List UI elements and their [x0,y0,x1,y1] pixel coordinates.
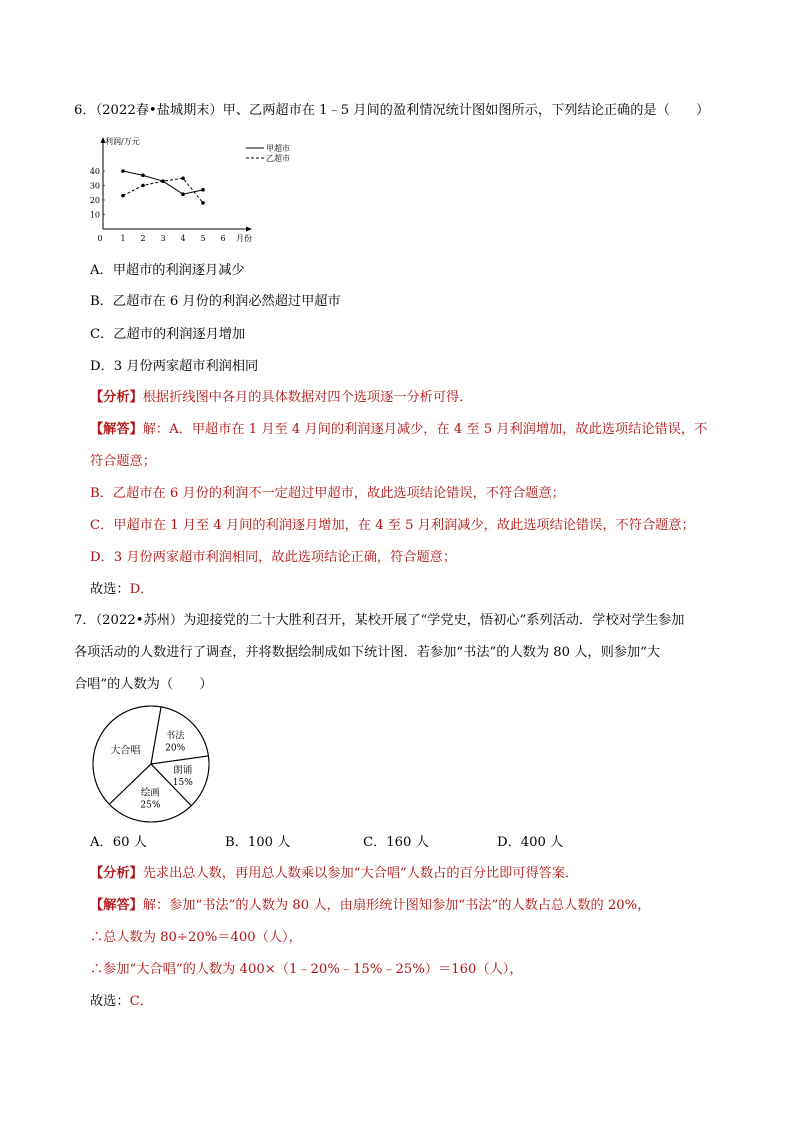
q6-line-chart [86,133,326,247]
q7-conclusion-answer: C． [129,994,153,1009]
series-2-point [141,184,145,188]
q7-stem-line-2: 各项活动的人数进行了调查，并将数据绘制成如下统计图．若参加“书法”的人数为 80 人，则参加“大 [74,645,661,660]
x-tick-label: 1 [120,234,126,243]
q6-option-b: B．乙超市在 6 月份的利润必然超过甲超市 [90,294,341,309]
series-1-point [141,174,145,178]
series-2-point [181,176,185,180]
y-tick-label: 40 [89,167,100,176]
legend-label-2: 乙超市 [266,154,290,163]
series-1-point [121,169,125,173]
q7-analysis-tag: 【分析】 [90,866,143,881]
q6-answer-line-3: B．乙超市在 6 月份的利润不一定超过甲超市，故此选项结论错误，不符合题意； [90,486,565,501]
pie-slice-percent: 15% [172,777,193,788]
q6-option-d: D．3 月份两家超市利润相同 [90,359,259,374]
q6-analysis-tag: 【分析】 [90,390,143,405]
x-axis-arrow [246,227,252,232]
q7-analysis [90,864,578,884]
q7-option-a: A．60 人 [90,835,147,850]
q7-conclusion [90,992,153,1012]
q6-conclusion [90,580,153,600]
q7-answer-line-1 [90,896,650,916]
series-1-point [181,192,185,196]
q7-answer-line-3: ∴参加“大合唱”的人数为 400×（1﹣20%﹣15%﹣25%）＝160（人）， [90,962,523,977]
series-1-point [201,188,205,192]
q6-answer-line-5: D．3 月份两家超市利润相同，故此选项结论正确，符合题意； [90,550,457,565]
pie-slice-percent: 20% [165,743,186,754]
q7-option-b: B．100 人 [225,835,291,850]
series-2-point [201,201,205,205]
q6-option-a: A．甲超市的利润逐月减少 [90,263,245,278]
pie-slice-name: 书法 [165,730,185,742]
y-tick-label: 10 [89,210,100,220]
q6-analysis-text: 根据折线图中各月的具体数据对四个选项逐一分析可得． [142,390,473,405]
series-2-point [161,179,165,183]
q6-answer-text-1: 解：A．甲超市在 1 月至 4 月间的利润逐月减少，在 4 至 5 月利润增加，故此选项结论错误，不 [142,422,708,437]
y-tick-label: 20 [89,196,100,205]
y-tick-label: 30 [89,181,100,191]
q6-option-c: C．乙超市的利润逐月增加 [90,327,246,342]
q6-analysis [90,388,472,408]
x-tick-label: 4 [180,234,186,243]
series-2-point [121,194,125,198]
x-tick-label: 2 [140,234,146,243]
q7-answer-tag: 【解答】 [90,898,143,913]
pie-slice-name: 绘画 [140,787,160,799]
q7-pie-chart [88,701,214,827]
q7-answer-line-2: ∴总人数为 80÷20%＝400（人）， [90,930,302,945]
q6-conclusion-prefix: 故选： [90,582,130,597]
q7-answer-text-1: 解：参加“书法”的人数为 80 人，由扇形统计图知参加“书法”的人数占总人数的 20%， [142,898,651,913]
q6-conclusion-answer: D． [129,582,154,597]
q7-option-c: C．160 人 [363,835,429,850]
q7-conclusion-prefix: 故选： [90,994,130,1009]
x-tick-label: 0 [97,234,103,243]
pie-slice-name: 朗诵 [173,764,193,776]
q7-analysis-text: 先求出总人数，再用总人数乘以参加“大合唱”人数占的百分比即可得答案． [142,866,579,881]
q7-stem-line-3: 合唱”的人数为（ ） [74,677,213,692]
q6-answer-line-4: C．甲超市在 1 月至 4 月间的利润逐月增加，在 4 至 5 月利润减少，故此选项结论错误，不符合题意； [90,518,695,533]
q7-stem-line-1: 7．（2022•苏州）为迎接党的二十大胜利召开，某校开展了“学党史，悟初心”系列活动．学校对学生参加 [74,613,685,628]
x-tick-label: 6 [220,234,226,243]
y-axis-label: 利润/万元 [105,137,140,146]
q7-option-d: D．400 人 [497,835,564,850]
pie-slice-percent: 25% [140,800,161,811]
legend-label-1: 甲超市 [266,144,290,153]
q6-answer-line-1 [90,420,707,440]
q6-answer-line-2: 符合题意； [90,454,156,469]
x-tick-label: 3 [160,234,166,243]
x-tick-label: 5 [200,234,206,243]
x-axis-label: 月份 [236,234,252,243]
q6-stem: 6．（2022春•盐城期末）甲、乙两超市在 1﹣5 月间的盈利情况统计图如图所示，下列结论正确的是（ ） [74,103,710,118]
pie-slice-name: 大合唱 [110,745,141,757]
q6-answer-tag: 【解答】 [90,422,143,437]
